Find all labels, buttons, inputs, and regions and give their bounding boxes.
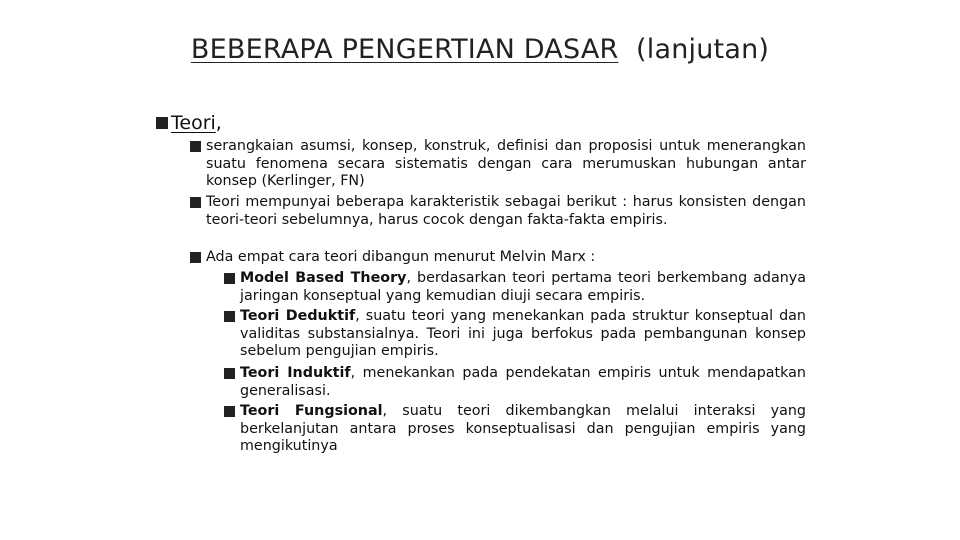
level3-item-fungsional: [224, 403, 806, 456]
square-bullet-icon: [224, 368, 235, 379]
slide-title: [0, 34, 960, 65]
level3-item-deduktif: [224, 308, 806, 361]
level3-desc: , suatu teori dikembangkan melalui interaksi yang berkelanjutan antara proses konseptualisasi dan pengujian empiris yang mengikutinya: [240, 403, 806, 454]
heading-punct: ,: [215, 112, 222, 134]
level2-text: Teori mempunyai beberapa karakteristik sebagai berikut : harus konsisten dengan teori-teori sebelumnya, harus cocok dengan fakta-fakta empiris.: [206, 194, 806, 228]
level2-item-definition: [190, 138, 806, 191]
level3-term: Teori Fungsional: [240, 403, 383, 419]
level3-item-model-based: [224, 270, 806, 305]
level3-text: [240, 308, 806, 361]
level3-text: [240, 403, 806, 456]
heading-bullet-item: [156, 112, 222, 134]
square-bullet-icon: [224, 311, 235, 322]
level3-term: Teori Induktif: [240, 365, 351, 381]
level2-item-methods: [190, 249, 806, 267]
square-bullet-icon: [156, 117, 168, 129]
level2-item-characteristics: [190, 194, 806, 229]
level2-text: Ada empat cara teori dibangun menurut Melvin Marx :: [206, 249, 596, 265]
slide-title-suffix: (lanjutan): [636, 34, 770, 65]
level3-desc: , suatu teori yang menekankan pada struktur konseptual dan validitas substansialnya. Teori ini juga berfokus pada pembangunan konsep sebelum pengujian empiris.: [240, 308, 806, 359]
square-bullet-icon: [224, 406, 235, 417]
level2-text: serangkaian asumsi, konsep, konstruk, definisi dan proposisi untuk menerangkan suatu fenomena secara sistematis dengan cara merumuskan hubungan antar konsep (Kerlinger, FN): [206, 138, 806, 189]
square-bullet-icon: [190, 252, 201, 263]
level3-term: Model Based Theory: [240, 270, 407, 286]
level3-text: [240, 365, 806, 400]
level3-desc: , berdasarkan teori pertama teori berkembang adanya jaringan konseptual yang kemudian diuji secara empiris.: [240, 270, 806, 304]
heading-label: Teori: [171, 112, 216, 134]
level3-term: Teori Deduktif: [240, 308, 356, 324]
square-bullet-icon: [190, 141, 201, 152]
square-bullet-icon: [224, 273, 235, 284]
slide-title-main: BEBERAPA PENGERTIAN DASAR: [190, 34, 619, 65]
square-bullet-icon: [190, 197, 201, 208]
level3-item-induktif: [224, 365, 806, 400]
level3-text: [240, 270, 806, 305]
level3-desc: , menekankan pada pendekatan empiris untuk mendapatkan generalisasi.: [240, 365, 806, 399]
